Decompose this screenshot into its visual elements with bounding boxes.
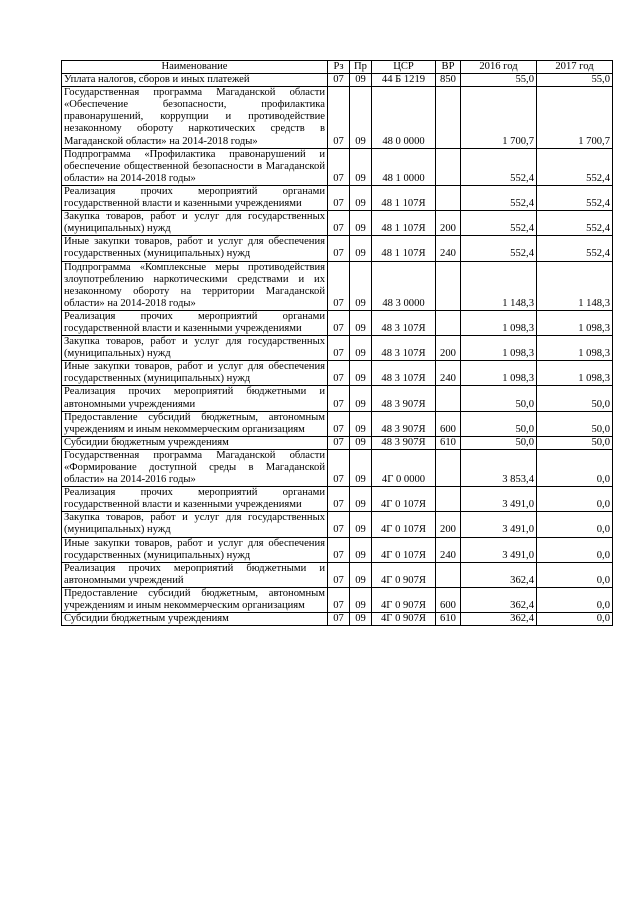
cell-pr: 09 bbox=[350, 148, 372, 185]
table-row bbox=[62, 562, 613, 587]
cell-vr bbox=[436, 310, 461, 335]
cell-2017: 50,0 bbox=[537, 386, 613, 411]
cell-rz: 07 bbox=[328, 336, 350, 361]
cell-name: Иные закупки товаров, работ и услуг для обеспечения государственных (муниципальных) нужд bbox=[62, 537, 328, 562]
cell-vr: 200 bbox=[436, 211, 461, 236]
cell-2016: 362,4 bbox=[461, 613, 537, 626]
cell-name: Предоставление субсидий бюджетным, автономным учреждениям и иным некоммерческим организациям bbox=[62, 411, 328, 436]
cell-csr: 4Г 0 907Я bbox=[372, 613, 436, 626]
cell-name: Субсидии бюджетным учреждениям bbox=[62, 436, 328, 449]
cell-2017: 55,0 bbox=[537, 74, 613, 87]
cell-2017: 552,4 bbox=[537, 236, 613, 261]
header-vr: ВР bbox=[436, 61, 461, 74]
cell-2016: 552,4 bbox=[461, 148, 537, 185]
cell-2017: 552,4 bbox=[537, 185, 613, 210]
cell-name: Иные закупки товаров, работ и услуг для обеспечения государственных (муниципальных) нужд bbox=[62, 361, 328, 386]
table-row bbox=[62, 310, 613, 335]
cell-vr: 610 bbox=[436, 613, 461, 626]
cell-vr bbox=[436, 487, 461, 512]
cell-rz: 07 bbox=[328, 562, 350, 587]
cell-2017: 1 700,7 bbox=[537, 87, 613, 148]
cell-2017: 1 098,3 bbox=[537, 310, 613, 335]
cell-2017: 0,0 bbox=[537, 537, 613, 562]
cell-pr: 09 bbox=[350, 336, 372, 361]
cell-2017: 0,0 bbox=[537, 613, 613, 626]
cell-csr: 48 3 107Я bbox=[372, 310, 436, 335]
cell-name: Реализация прочих мероприятий бюджетными и автономными учреждений bbox=[62, 562, 328, 587]
cell-name: Подпрограмма «Профилактика правонарушений и обеспечение общественной безопасности в Магаданской области» на 2014-2018 годы» bbox=[62, 148, 328, 185]
cell-pr: 09 bbox=[350, 261, 372, 310]
header-rz: Рз bbox=[328, 61, 350, 74]
header-2017: 2017 год bbox=[537, 61, 613, 74]
cell-2016: 362,4 bbox=[461, 587, 537, 612]
table-row bbox=[62, 74, 613, 87]
cell-2017: 50,0 bbox=[537, 411, 613, 436]
cell-csr: 4Г 0 907Я bbox=[372, 562, 436, 587]
cell-csr: 48 3 907Я bbox=[372, 411, 436, 436]
cell-pr: 09 bbox=[350, 562, 372, 587]
cell-csr: 4Г 0 907Я bbox=[372, 587, 436, 612]
cell-pr: 09 bbox=[350, 587, 372, 612]
cell-rz: 07 bbox=[328, 361, 350, 386]
table-row bbox=[62, 537, 613, 562]
cell-csr: 48 1 107Я bbox=[372, 185, 436, 210]
table-row bbox=[62, 336, 613, 361]
cell-vr: 200 bbox=[436, 512, 461, 537]
cell-rz: 07 bbox=[328, 436, 350, 449]
cell-rz: 07 bbox=[328, 487, 350, 512]
table-row bbox=[62, 587, 613, 612]
cell-pr: 09 bbox=[350, 185, 372, 210]
cell-name: Подпрограмма «Комплексные меры противодействия злоупотреблению наркотическими средствами и их незаконному обороту на территории Магаданской области» на 2014-2018 годы» bbox=[62, 261, 328, 310]
header-csr: ЦСР bbox=[372, 61, 436, 74]
cell-name: Закупка товаров, работ и услуг для государственных (муниципальных) нужд bbox=[62, 512, 328, 537]
cell-2017: 552,4 bbox=[537, 211, 613, 236]
cell-csr: 4Г 0 0000 bbox=[372, 449, 436, 486]
cell-rz: 07 bbox=[328, 587, 350, 612]
cell-2017: 1 098,3 bbox=[537, 361, 613, 386]
table-row bbox=[62, 613, 613, 626]
cell-pr: 09 bbox=[350, 236, 372, 261]
cell-2017: 0,0 bbox=[537, 487, 613, 512]
cell-vr bbox=[436, 386, 461, 411]
table-row bbox=[62, 361, 613, 386]
cell-vr bbox=[436, 449, 461, 486]
cell-2016: 362,4 bbox=[461, 562, 537, 587]
cell-name: Закупка товаров, работ и услуг для государственных (муниципальных) нужд bbox=[62, 211, 328, 236]
cell-2016: 1 148,3 bbox=[461, 261, 537, 310]
table-row bbox=[62, 436, 613, 449]
cell-2016: 1 098,3 bbox=[461, 361, 537, 386]
cell-rz: 07 bbox=[328, 449, 350, 486]
cell-2016: 1 098,3 bbox=[461, 310, 537, 335]
cell-pr: 09 bbox=[350, 613, 372, 626]
cell-rz: 07 bbox=[328, 148, 350, 185]
cell-csr: 4Г 0 107Я bbox=[372, 537, 436, 562]
cell-rz: 07 bbox=[328, 236, 350, 261]
cell-2016: 1 098,3 bbox=[461, 336, 537, 361]
cell-2017: 0,0 bbox=[537, 449, 613, 486]
cell-csr: 48 1 107Я bbox=[372, 236, 436, 261]
table-row bbox=[62, 236, 613, 261]
cell-csr: 48 3 107Я bbox=[372, 336, 436, 361]
cell-2016: 3 491,0 bbox=[461, 537, 537, 562]
cell-2017: 0,0 bbox=[537, 587, 613, 612]
cell-rz: 07 bbox=[328, 386, 350, 411]
cell-csr: 48 3 907Я bbox=[372, 436, 436, 449]
cell-vr: 600 bbox=[436, 411, 461, 436]
header-name: Наименование bbox=[62, 61, 328, 74]
header-pr: Пр bbox=[350, 61, 372, 74]
cell-2017: 50,0 bbox=[537, 436, 613, 449]
cell-pr: 09 bbox=[350, 310, 372, 335]
cell-vr: 610 bbox=[436, 436, 461, 449]
cell-vr: 240 bbox=[436, 537, 461, 562]
cell-pr: 09 bbox=[350, 487, 372, 512]
table-row bbox=[62, 185, 613, 210]
cell-csr: 48 1 0000 bbox=[372, 148, 436, 185]
cell-vr: 240 bbox=[436, 361, 461, 386]
cell-vr: 240 bbox=[436, 236, 461, 261]
cell-name: Государственная программа Магаданской области «Обеспечение безопасности, профилактика правонарушений, коррупции и противодействие незаконному обороту наркотических средств в Магаданской области» на 2014-2018 годы» bbox=[62, 87, 328, 148]
cell-csr: 48 0 0000 bbox=[372, 87, 436, 148]
cell-name: Предоставление субсидий бюджетным, автономным учреждениям и иным некоммерческим организациям bbox=[62, 587, 328, 612]
cell-rz: 07 bbox=[328, 512, 350, 537]
cell-pr: 09 bbox=[350, 411, 372, 436]
cell-name: Иные закупки товаров, работ и услуг для обеспечения государственных (муниципальных) нужд bbox=[62, 236, 328, 261]
cell-pr: 09 bbox=[350, 449, 372, 486]
cell-2016: 3 491,0 bbox=[461, 487, 537, 512]
cell-csr: 48 1 107Я bbox=[372, 211, 436, 236]
cell-pr: 09 bbox=[350, 512, 372, 537]
table-row bbox=[62, 512, 613, 537]
cell-name: Субсидии бюджетным учреждениям bbox=[62, 613, 328, 626]
budget-table bbox=[61, 60, 613, 626]
cell-rz: 07 bbox=[328, 411, 350, 436]
cell-pr: 09 bbox=[350, 537, 372, 562]
cell-2016: 50,0 bbox=[461, 411, 537, 436]
cell-pr: 09 bbox=[350, 386, 372, 411]
cell-csr: 4Г 0 107Я bbox=[372, 512, 436, 537]
cell-vr: 850 bbox=[436, 74, 461, 87]
cell-2017: 0,0 bbox=[537, 512, 613, 537]
cell-2016: 552,4 bbox=[461, 185, 537, 210]
cell-vr: 600 bbox=[436, 587, 461, 612]
cell-rz: 07 bbox=[328, 74, 350, 87]
cell-2016: 1 700,7 bbox=[461, 87, 537, 148]
cell-csr: 48 3 0000 bbox=[372, 261, 436, 310]
table-row bbox=[62, 148, 613, 185]
cell-name: Реализация прочих мероприятий органами государственной власти и казенными учреждениями bbox=[62, 310, 328, 335]
table-row bbox=[62, 411, 613, 436]
cell-vr bbox=[436, 185, 461, 210]
cell-rz: 07 bbox=[328, 537, 350, 562]
cell-rz: 07 bbox=[328, 185, 350, 210]
document-page bbox=[61, 60, 613, 626]
table-body bbox=[62, 74, 613, 626]
cell-name: Реализация прочих мероприятий органами государственной власти и казенными учреждениями bbox=[62, 487, 328, 512]
header-2016: 2016 год bbox=[461, 61, 537, 74]
cell-2016: 552,4 bbox=[461, 236, 537, 261]
cell-2017: 552,4 bbox=[537, 148, 613, 185]
cell-vr bbox=[436, 261, 461, 310]
table-row bbox=[62, 386, 613, 411]
cell-2016: 3 491,0 bbox=[461, 512, 537, 537]
table-row bbox=[62, 449, 613, 486]
cell-name: Реализация прочих мероприятий органами государственной власти и казенными учреждениями bbox=[62, 185, 328, 210]
cell-vr bbox=[436, 87, 461, 148]
cell-2017: 1 098,3 bbox=[537, 336, 613, 361]
cell-2017: 1 148,3 bbox=[537, 261, 613, 310]
cell-rz: 07 bbox=[328, 613, 350, 626]
table-row bbox=[62, 87, 613, 148]
table-header-row bbox=[62, 61, 613, 74]
cell-2016: 50,0 bbox=[461, 436, 537, 449]
cell-2016: 50,0 bbox=[461, 386, 537, 411]
cell-rz: 07 bbox=[328, 310, 350, 335]
cell-pr: 09 bbox=[350, 436, 372, 449]
table-row bbox=[62, 261, 613, 310]
cell-pr: 09 bbox=[350, 361, 372, 386]
cell-csr: 48 3 907Я bbox=[372, 386, 436, 411]
table-row bbox=[62, 487, 613, 512]
cell-rz: 07 bbox=[328, 87, 350, 148]
cell-rz: 07 bbox=[328, 261, 350, 310]
cell-csr: 48 3 107Я bbox=[372, 361, 436, 386]
cell-csr: 4Г 0 107Я bbox=[372, 487, 436, 512]
cell-name: Уплата налогов, сборов и иных платежей bbox=[62, 74, 328, 87]
cell-pr: 09 bbox=[350, 87, 372, 148]
cell-2016: 55,0 bbox=[461, 74, 537, 87]
table-row bbox=[62, 211, 613, 236]
cell-name: Государственная программа Магаданской области «Формирование доступной среды в Магаданской области» на 2014-2016 годы» bbox=[62, 449, 328, 486]
cell-csr: 44 Б 1219 bbox=[372, 74, 436, 87]
cell-vr bbox=[436, 148, 461, 185]
cell-vr bbox=[436, 562, 461, 587]
cell-pr: 09 bbox=[350, 211, 372, 236]
cell-2016: 552,4 bbox=[461, 211, 537, 236]
cell-2017: 0,0 bbox=[537, 562, 613, 587]
cell-rz: 07 bbox=[328, 211, 350, 236]
cell-vr: 200 bbox=[436, 336, 461, 361]
cell-pr: 09 bbox=[350, 74, 372, 87]
cell-name: Реализация прочих мероприятий бюджетными и автономными учреждениями bbox=[62, 386, 328, 411]
cell-name: Закупка товаров, работ и услуг для государственных (муниципальных) нужд bbox=[62, 336, 328, 361]
cell-2016: 3 853,4 bbox=[461, 449, 537, 486]
